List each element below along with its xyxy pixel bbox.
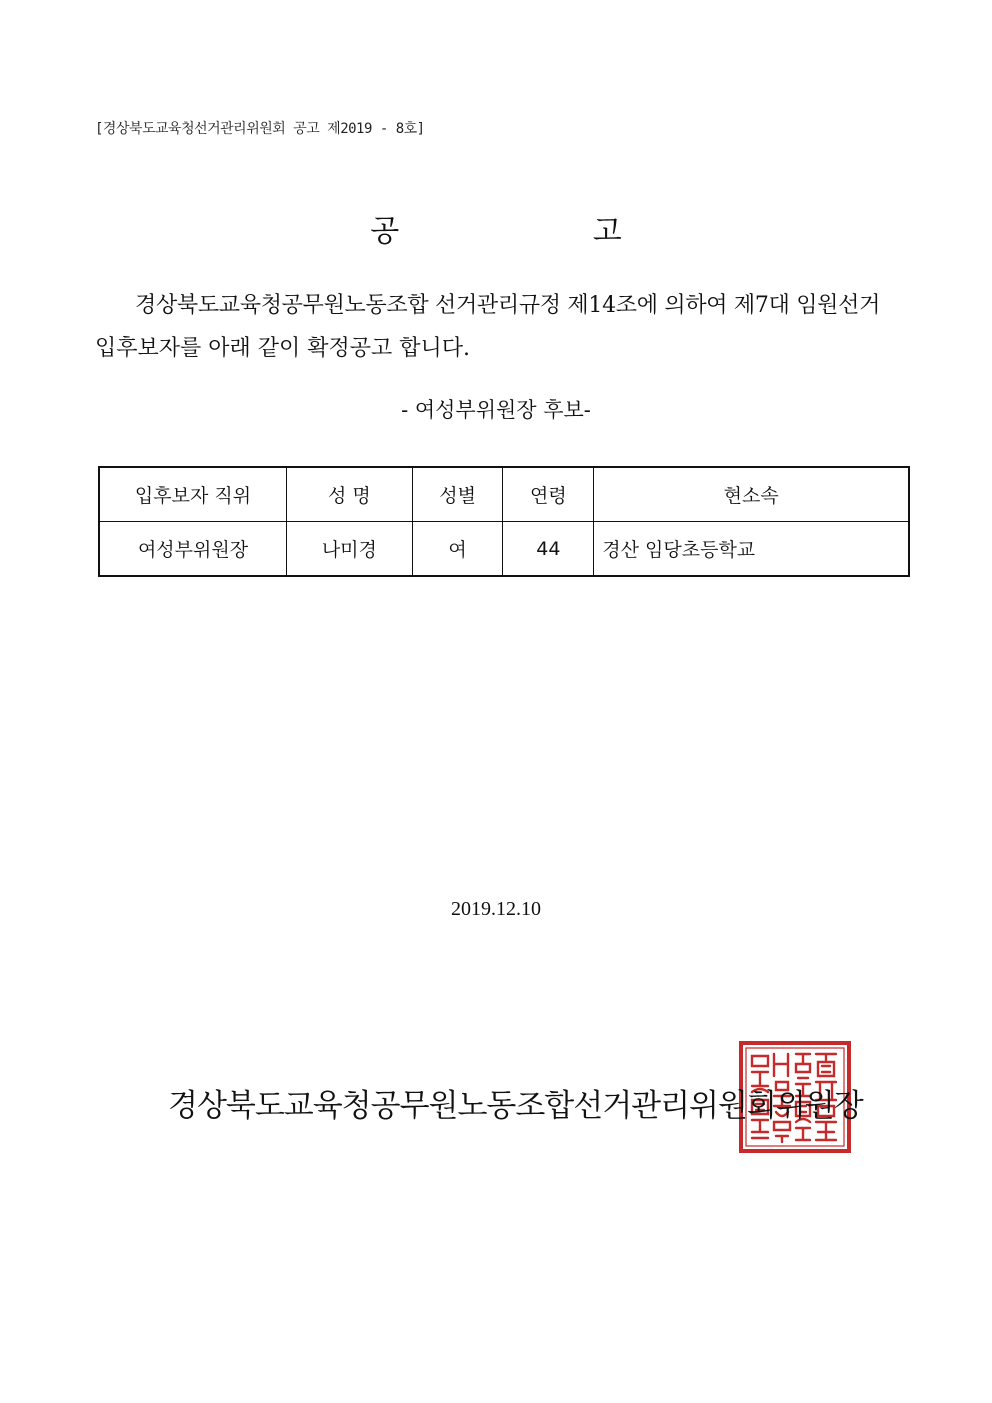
- notice-body: [95, 284, 895, 370]
- body-line-2: 입후보자를 아래 같이 확정공고 합니다.: [95, 336, 470, 361]
- page-title: 공 고: [370, 214, 714, 249]
- cell-age: 44: [503, 522, 594, 577]
- column-header-age: 연령: [503, 467, 594, 522]
- table-row: [99, 522, 909, 577]
- cell-name: 나미경: [287, 522, 413, 577]
- cell-affiliation: 경산 임당초등학교: [594, 522, 909, 577]
- notice-date: 2019.12.10: [451, 898, 541, 920]
- cell-position: 여성부위원장: [99, 522, 287, 577]
- notice-reference: [경상북도교육청선거관리위원회 공고 제2019 - 8호]: [95, 121, 425, 137]
- candidate-table: [98, 466, 910, 577]
- signatory-title: 경상북도교육청공무원노동조합선거관리위원회위원장: [168, 1088, 863, 1124]
- section-subheading: - 여성부위원장 후보-: [401, 398, 591, 422]
- column-header-position: 입후보자 직위: [99, 467, 287, 522]
- body-line-1: 경상북도교육청공무원노동조합 선거관리규정 제14조에 의하여 제7대 임원선거: [135, 293, 881, 318]
- cell-gender: 여: [412, 522, 503, 577]
- column-header-gender: 성별: [412, 467, 503, 522]
- column-header-name: 성 명: [287, 467, 413, 522]
- column-header-affiliation: 현소속: [594, 467, 909, 522]
- table-header-row: [99, 467, 909, 522]
